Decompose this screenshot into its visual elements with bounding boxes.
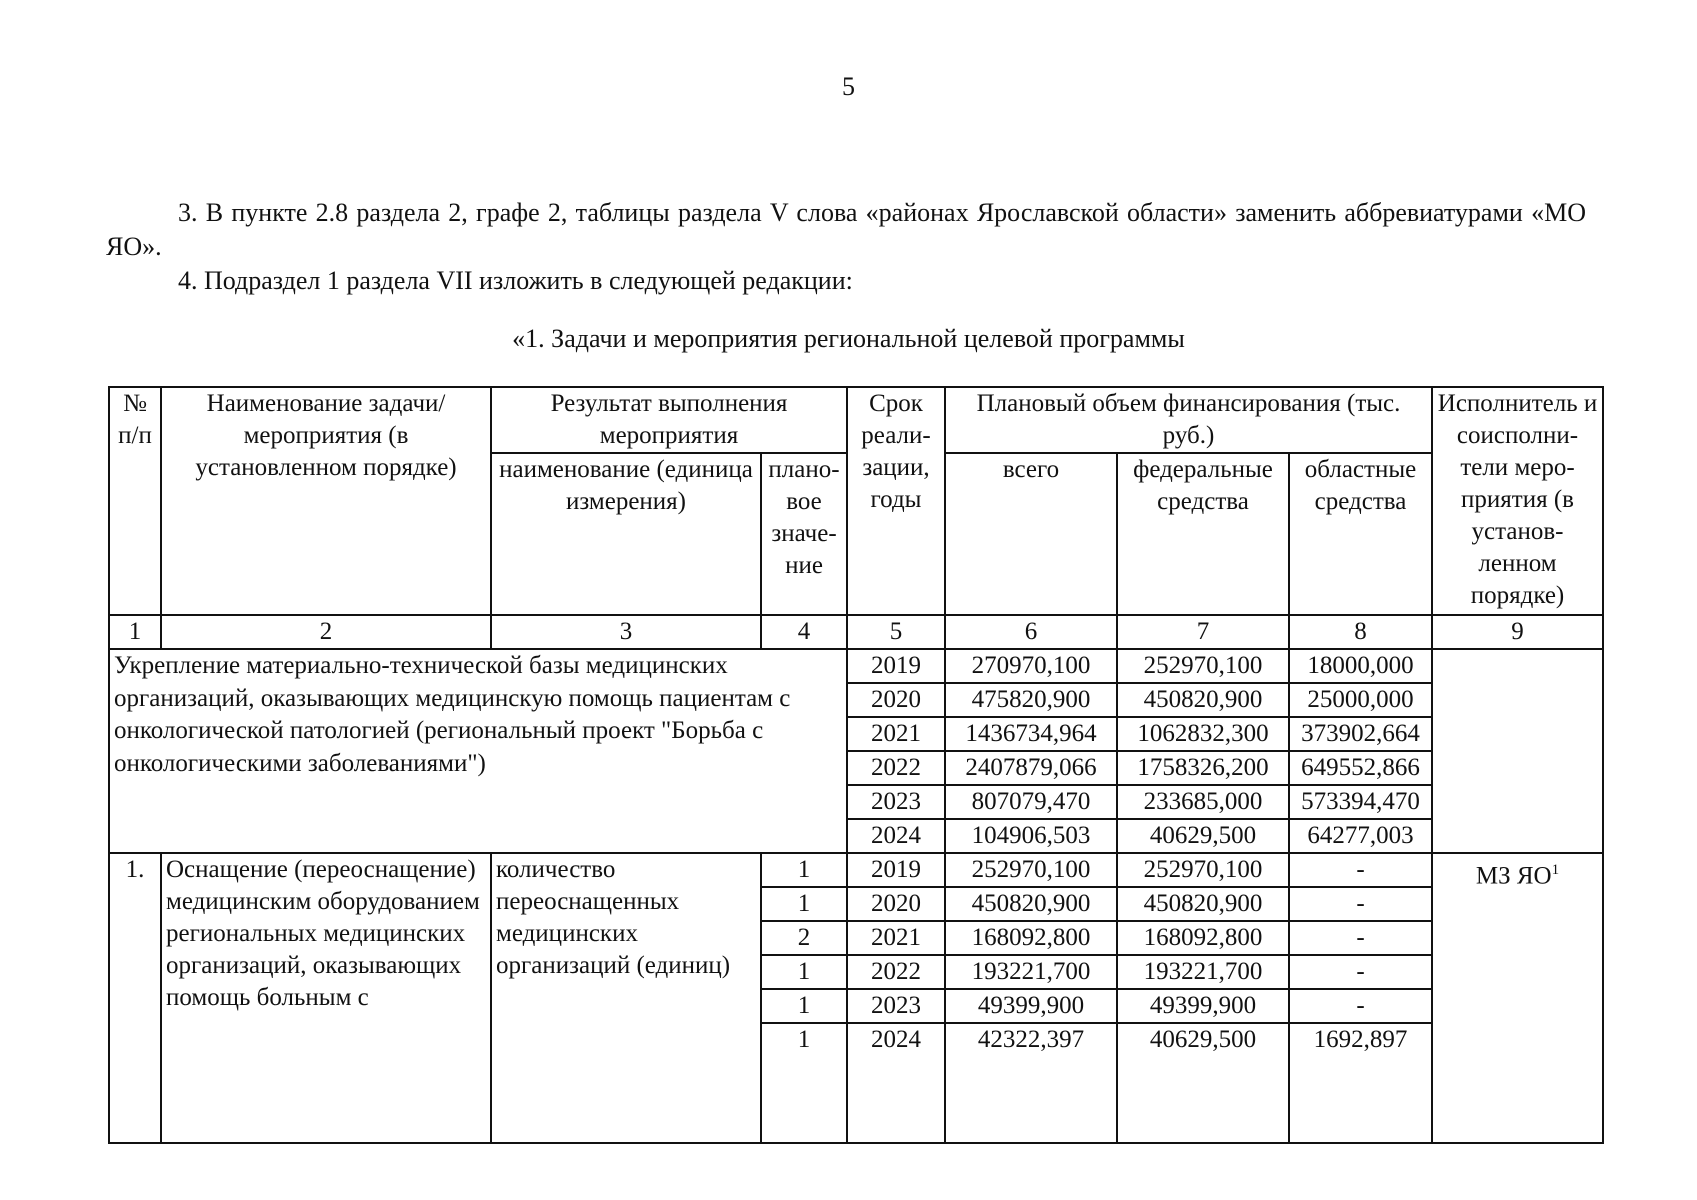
item-regional: - [1289,989,1432,1023]
summary-year: 2024 [847,819,945,853]
table-caption: «1. Задачи и мероприятия региональной целевой программы [512,324,1185,353]
column-number: 3 [491,615,761,649]
summary-total: 270970,100 [945,649,1117,683]
summary-federal: 1758326,200 [1117,751,1289,785]
item-year: 2021 [847,921,945,955]
summary-regional: 18000,000 [1289,649,1432,683]
header-term: Срок реали-зации, годы [847,387,945,615]
item-total: 252970,100 [945,853,1117,887]
item-federal: 168092,800 [1117,921,1289,955]
item-total: 193221,700 [945,955,1117,989]
item-year: 2022 [847,955,945,989]
item-regional: - [1289,921,1432,955]
item-total: 42322,397 [945,1023,1117,1143]
item-plan: 1 [761,1023,847,1143]
paragraph-3: 3. В пункте 2.8 раздела 2, графе 2, таблицы раздела V слова «районах Ярославской области» заменить аббревиатурами «МО ЯО». [106,198,1586,261]
paragraph-4: 4. Подраздел 1 раздела VII изложить в следующей редакции: [178,266,853,295]
item-regional: - [1289,853,1432,887]
item-total: 168092,800 [945,921,1117,955]
summary-year: 2023 [847,785,945,819]
header-result-name: наименование (единица измерения) [491,453,761,615]
header-federal: федеральные средства [1117,453,1289,615]
item-plan: 1 [761,955,847,989]
item-total: 49399,900 [945,989,1117,1023]
item-plan: 1 [761,989,847,1023]
page-number: 5 [842,72,855,101]
item-federal: 193221,700 [1117,955,1289,989]
summary-federal: 233685,000 [1117,785,1289,819]
header-funding: Плановый объем финансирования (тыс. руб.) [945,387,1432,453]
item-federal: 252970,100 [1117,853,1289,887]
summary-total: 475820,900 [945,683,1117,717]
summary-federal: 1062832,300 [1117,717,1289,751]
item-year: 2020 [847,887,945,921]
summary-regional: 573394,470 [1289,785,1432,819]
column-number: 1 [109,615,161,649]
item-plan: 1 [761,853,847,887]
column-number: 4 [761,615,847,649]
column-number: 7 [1117,615,1289,649]
header-result: Результат выполнения мероприятия [491,387,847,453]
item-regional: - [1289,887,1432,921]
item-plan: 2 [761,921,847,955]
item-name: Оснащение (переоснащение) медицинским оборудованием региональных медицинских организаций, оказывающих помощь больным с [161,853,491,1143]
item-regional: 1692,897 [1289,1023,1432,1143]
header-regional: областные средства [1289,453,1432,615]
summary-total: 104906,503 [945,819,1117,853]
column-number: 5 [847,615,945,649]
item-year: 2023 [847,989,945,1023]
summary-total: 2407879,066 [945,751,1117,785]
header-name: Наименование задачи/мероприятия (в установленном порядке) [161,387,491,615]
column-number: 8 [1289,615,1432,649]
summary-name: Укрепление материально-технической базы медицинских организаций, оказывающих медицинскую помощь пациентам с онкологической патологией (региональный проект "Борьба с онкологическими заболеваниями") [109,649,847,853]
summary-year: 2020 [847,683,945,717]
item-executor-label: МЗ ЯО [1475,862,1552,890]
column-number: 6 [945,615,1117,649]
item-result-name: количество переоснащенных медицинских организаций (единиц) [491,853,761,1143]
item-plan: 1 [761,887,847,921]
header-total: всего [945,453,1117,615]
header-num: № п/п [109,387,161,615]
item-total: 450820,900 [945,887,1117,921]
item-federal: 450820,900 [1117,887,1289,921]
item-federal: 40629,500 [1117,1023,1289,1143]
summary-year: 2022 [847,751,945,785]
summary-row [109,649,1603,683]
header-executor: Исполнитель и соисполни-тели меро-приятия (в установ-ленном порядке) [1432,387,1603,615]
summary-executor [1432,649,1603,853]
summary-year: 2019 [847,649,945,683]
item-num: 1. [109,853,161,1143]
summary-total: 1436734,964 [945,717,1117,751]
item-year: 2024 [847,1023,945,1143]
column-number: 9 [1432,615,1603,649]
item-row [109,853,1603,887]
item-executor [1432,853,1603,1143]
item-regional: - [1289,955,1432,989]
column-number: 2 [161,615,491,649]
item-federal: 49399,900 [1117,989,1289,1023]
item-year: 2019 [847,853,945,887]
summary-federal: 40629,500 [1117,819,1289,853]
summary-regional: 649552,866 [1289,751,1432,785]
summary-regional: 373902,664 [1289,717,1432,751]
summary-total: 807079,470 [945,785,1117,819]
summary-federal: 252970,100 [1117,649,1289,683]
summary-year: 2021 [847,717,945,751]
executor-footnote-mark: 1 [1551,862,1560,878]
program-table [108,386,1604,1144]
summary-federal: 450820,900 [1117,683,1289,717]
summary-regional: 64277,003 [1289,819,1432,853]
header-result-plan: плано-вое значе-ние [761,453,847,615]
summary-regional: 25000,000 [1289,683,1432,717]
